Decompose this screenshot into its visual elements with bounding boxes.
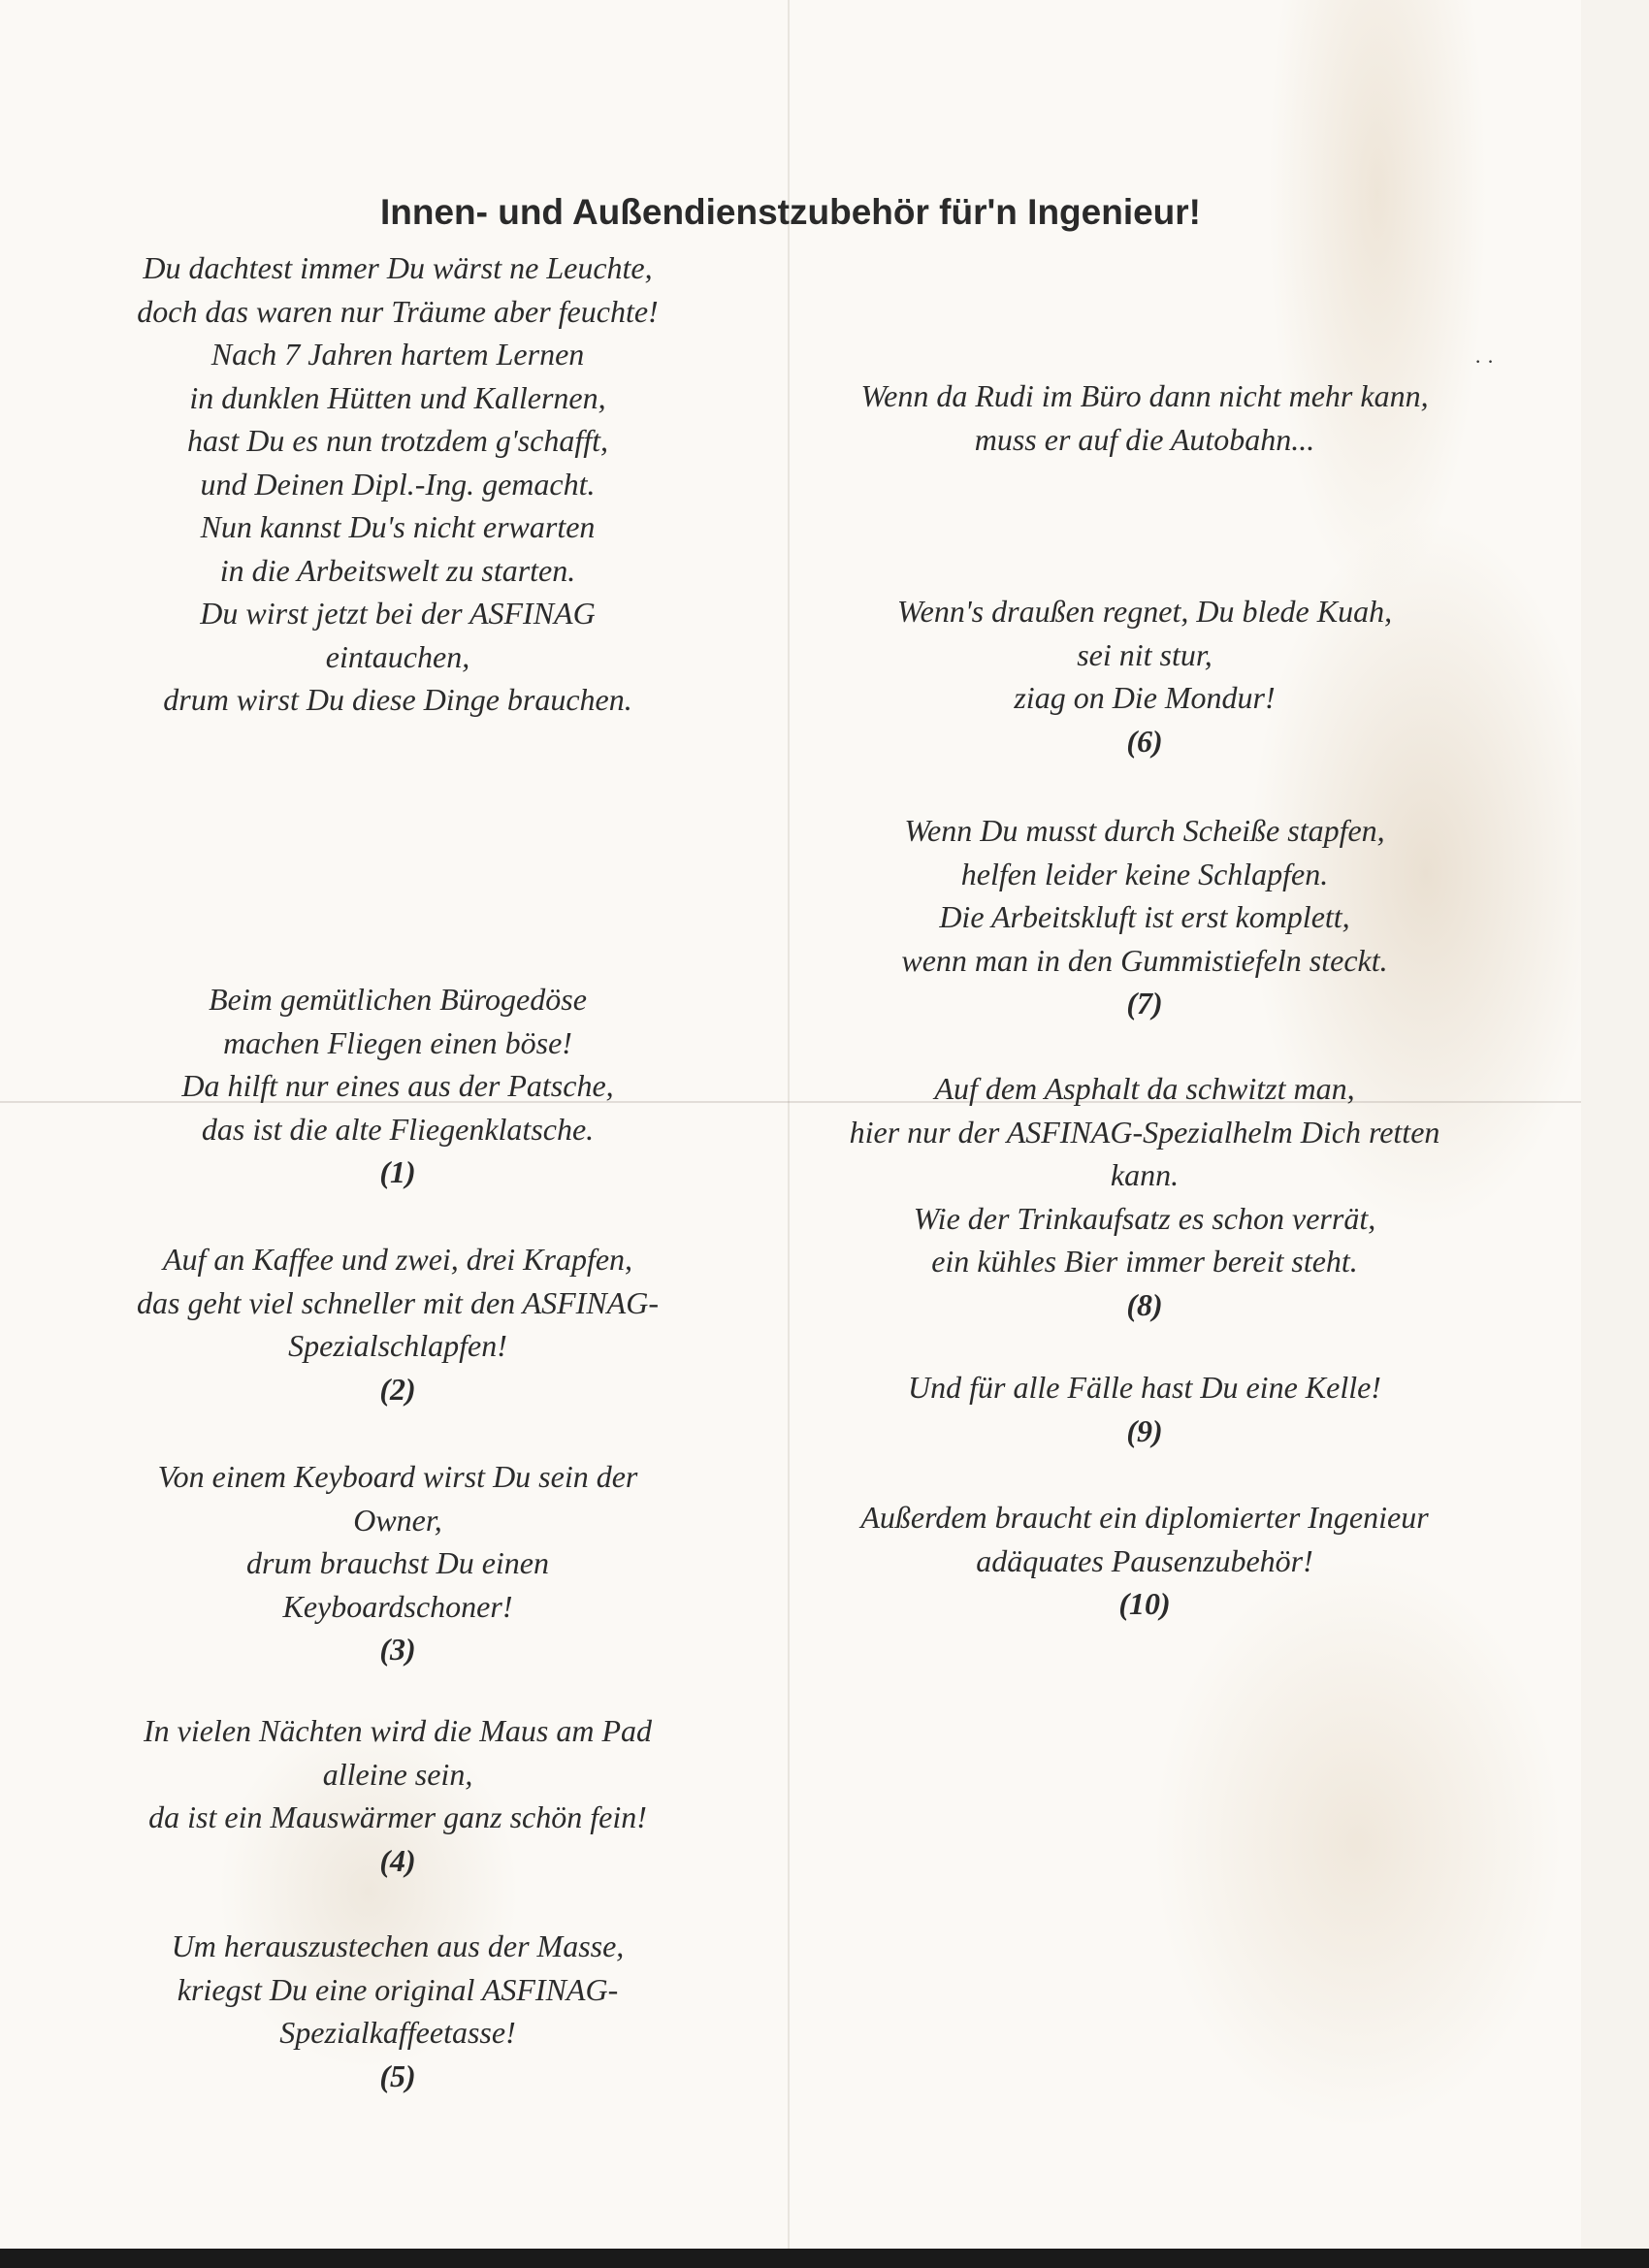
stanza-3 xyxy=(58,1455,737,1671)
verse-line: adäquates Pausenzubehör! xyxy=(976,1542,1313,1578)
verse-line: Spezialkaffeetasse! xyxy=(279,2015,516,2050)
verse-line: hier nur der ASFINAG-Spezialhelm Dich retten xyxy=(849,1114,1440,1150)
item-number: (9) xyxy=(1126,1412,1163,1448)
stanza-4 xyxy=(58,1709,737,1882)
item-number: (4) xyxy=(379,1842,416,1878)
stanza-6 xyxy=(776,590,1513,762)
verse-line: muss er auf die Autobahn... xyxy=(974,421,1315,457)
verse-line: Beim gemütlichen Bürogedöse xyxy=(209,982,587,1017)
verse-line: hast Du es nun trotzdem g'schafft, xyxy=(186,423,609,458)
verse-line: Owner, xyxy=(353,1502,442,1538)
item-number: (10) xyxy=(1118,1586,1171,1621)
verse-line: Auf dem Asphalt da schwitzt man, xyxy=(934,1071,1355,1106)
verse-line: ziag on Die Mondur! xyxy=(1014,680,1276,715)
verse-line: helfen leider keine Schlapfen. xyxy=(960,856,1329,891)
verse-line: drum brauchst Du einen xyxy=(246,1545,549,1580)
verse-line: alleine sein, xyxy=(322,1756,473,1792)
verse-line: Spezialschlapfen! xyxy=(288,1328,507,1363)
verse-line: Auf an Kaffee und zwei, drei Krapfen, xyxy=(162,1242,633,1277)
item-number: (5) xyxy=(379,2057,416,2093)
verse-line: Wenn's draußen regnet, Du blede Kuah, xyxy=(896,594,1393,629)
verse-line: in die Arbeitswelt zu starten. xyxy=(219,552,576,588)
verse-line: Außerdem braucht ein diplomierter Ingenieur xyxy=(860,1500,1429,1535)
verse-line: Und für alle Fälle hast Du eine Kelle! xyxy=(908,1370,1381,1405)
verse-line: kann. xyxy=(1110,1157,1180,1192)
verse-line: Von einem Keyboard wirst Du sein der xyxy=(157,1459,638,1494)
verse-line: Nach 7 Jahren hartem Lernen xyxy=(210,337,585,372)
verse-line: das geht viel schneller mit den ASFINAG- xyxy=(137,1284,659,1320)
item-number: (8) xyxy=(1126,1286,1163,1322)
scan-margin xyxy=(1581,0,1649,2249)
verse-line: das ist die alte Fliegenklatsche. xyxy=(201,1111,595,1147)
left-column xyxy=(58,0,737,2249)
verse-line: Keyboardschoner! xyxy=(282,1588,513,1624)
verse-line: kriegst Du eine original ASFINAG- xyxy=(177,1971,619,2007)
verse-line: Nun kannst Du's nicht erwarten xyxy=(200,509,596,544)
verse-line: Wenn Du musst durch Scheiße stapfen, xyxy=(904,813,1385,848)
verse-line: Da hilft nur eines aus der Patsche, xyxy=(181,1068,614,1103)
item-number: (1) xyxy=(379,1154,416,1189)
item-number: (3) xyxy=(379,1632,416,1667)
verse-line: ein kühles Bier immer bereit steht. xyxy=(931,1244,1358,1279)
verse-line: doch das waren nur Träume aber feuchte! xyxy=(137,293,659,329)
verse-line: Du dachtest immer Du wärst ne Leuchte, xyxy=(143,250,653,285)
item-number: (6) xyxy=(1126,723,1163,759)
stray-marks: · · xyxy=(1474,349,1495,373)
item-number: (2) xyxy=(379,1371,416,1407)
verse-line: Wenn da Rudi im Büro dann nicht mehr kann, xyxy=(860,378,1429,413)
verse-line: Die Arbeitskluft ist erst komplett, xyxy=(939,899,1350,934)
stanza-2 xyxy=(58,1238,737,1410)
item-number: (7) xyxy=(1126,986,1163,1021)
verse-line: eintauchen, xyxy=(325,638,470,674)
intro-stanza-right xyxy=(776,374,1513,461)
verse-line: in dunklen Hütten und Kallernen, xyxy=(189,379,606,415)
verse-line: In vielen Nächten wird die Maus am Pad xyxy=(143,1713,653,1748)
stanza-9 xyxy=(776,1366,1513,1452)
stanza-8 xyxy=(776,1067,1513,1326)
verse-line: wenn man in den Gummistiefeln steckt. xyxy=(901,942,1388,978)
stanza-5 xyxy=(58,1925,737,2097)
intro-stanza xyxy=(58,246,737,722)
verse-line: da ist ein Mauswärmer ganz schön fein! xyxy=(148,1799,647,1834)
verse-line: Wie der Trinkaufsatz es schon verrät, xyxy=(913,1200,1376,1236)
stanza-7 xyxy=(776,809,1513,1025)
verse-line: Du wirst jetzt bei der ASFINAG xyxy=(200,596,596,631)
scan-bottom-edge xyxy=(0,2249,1649,2268)
verse-line: machen Fliegen einen böse! xyxy=(223,1024,572,1060)
verse-line: drum wirst Du diese Dinge brauchen. xyxy=(163,682,632,717)
stanza-1 xyxy=(58,978,737,1194)
right-column xyxy=(776,0,1513,2249)
verse-line: sei nit stur, xyxy=(1077,636,1212,672)
verse-line: und Deinen Dipl.-Ing. gemacht. xyxy=(200,466,596,502)
stanza-10 xyxy=(776,1496,1513,1626)
page-title: Innen- und Außendienstzubehör für'n Ingenieur! xyxy=(379,192,1202,232)
verse-line: Um herauszustechen aus der Masse, xyxy=(171,1928,625,1963)
